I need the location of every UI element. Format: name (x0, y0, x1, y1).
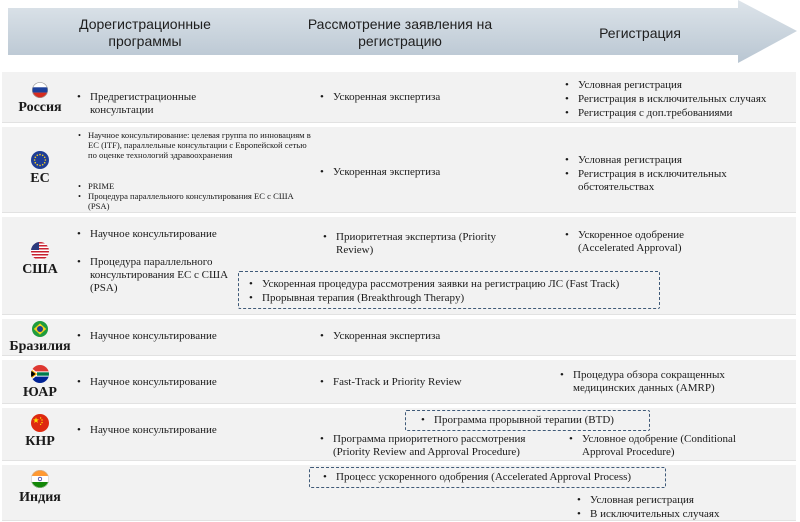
list-item: • Ускоренное одобрение (Accelerated Approval) (578, 229, 728, 255)
list-item: • Научное консультирование: целевая группа по инновациям в ЕС (ITF), параллельные консультации с Европейской сетью по оценке технологий здравоохранения (88, 130, 316, 161)
list-item: • Условная регистрация (578, 154, 748, 167)
list-item: • Научное консультирование (90, 330, 240, 343)
list-item: • Fast-Track и Priority Review (333, 376, 533, 389)
india-flag-icon (30, 470, 50, 488)
list-item: • Регистрация с доп.требованиями (578, 107, 793, 120)
list-item: • Регистрация в исключительных случаях (578, 93, 793, 106)
list-item: • Условная регистрация (590, 494, 780, 507)
list-item: • Приоритетная экспертиза (Priority Review) (336, 231, 521, 257)
header-registration: Регистрация (599, 25, 681, 41)
south-africa-flag-icon (30, 365, 50, 383)
list-item: • Ускоренная процедура рассмотрения заявки на регистрацию ЛС (Fast Track) (262, 278, 656, 291)
list-item: • Предрегистрационные консультации (90, 91, 240, 117)
country-name: ЕС (30, 171, 50, 186)
brazil-flag-icon (30, 321, 50, 337)
list-item: • Прорывная терапия (Breakthrough Therapy) (262, 292, 656, 305)
china-flag-icon (30, 414, 50, 432)
header-pre-registration: Дорегистрационные программы (79, 16, 211, 49)
usa-flag-icon (30, 242, 50, 260)
country-name: КНР (25, 434, 55, 449)
country-name: Россия (18, 100, 62, 115)
list-item: • Условная регистрация (578, 79, 793, 92)
list-item: • Программа приоритетного рассмотрения (Priority Review and Approval Procedure) (333, 433, 543, 459)
russia-flag-icon (30, 82, 50, 98)
list-item: • Ускоренная экспертиза (333, 166, 533, 179)
country-name: Бразилия (9, 339, 71, 354)
country-usa (10, 242, 70, 278)
eu-flag-icon (30, 151, 50, 169)
list-item: • Процедура обзора сокращенных медицинских данных (AMRP) (573, 369, 773, 395)
country-south-africa (10, 365, 70, 401)
country-name: США (22, 262, 58, 277)
list-item: • Научное консультирование (90, 228, 240, 241)
list-item: • В исключительных случаях (590, 508, 780, 521)
list-item: • Научное консультирование (90, 376, 240, 389)
list-item: • Условное одобрение (Conditional Approval Procedure) (582, 433, 772, 459)
country-china (10, 414, 70, 450)
country-india (10, 470, 70, 506)
country-name: Индия (19, 490, 61, 505)
list-item: • Процесс ускоренного одобрения (Accelerated Approval Process) (336, 471, 661, 484)
list-item: • Процедура параллельного консультирования ЕС с США (PSA) (90, 256, 230, 295)
list-item: • Программа прорывной терапии (BTD) (434, 414, 644, 427)
list-item: • Ускоренная экспертиза (333, 91, 533, 104)
list-item: • Ускоренная экспертиза (333, 330, 533, 343)
list-item: • Научное консультирование (90, 424, 240, 437)
list-item: • Регистрация в исключительных обстоятельствах (578, 168, 748, 194)
country-eu (10, 151, 70, 187)
country-russia (10, 82, 70, 116)
header-review: Рассмотрение заявления на регистрацию (307, 16, 493, 49)
country-name: ЮАР (23, 385, 57, 400)
list-item: • Процедура параллельного консультирования ЕС с США (PSA) (88, 191, 316, 211)
country-brazil (4, 321, 76, 355)
list-item: • PRIME (88, 181, 316, 191)
